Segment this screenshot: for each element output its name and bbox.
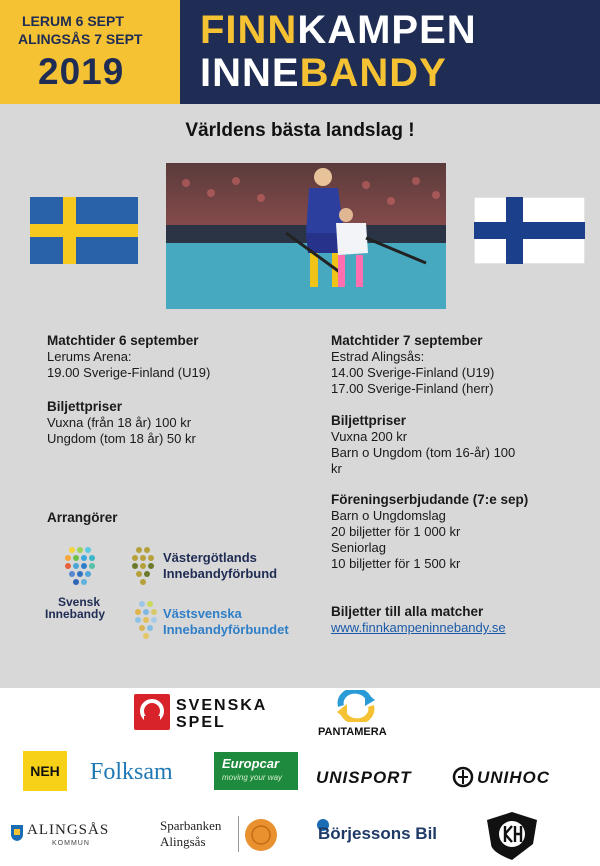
svenska-spel-line1: SVENSKA [176, 697, 268, 714]
borjessons-logo: Börjessons Bil [318, 824, 438, 843]
sweden-flag-icon [30, 197, 138, 264]
unisport-logo: UNISPORT [316, 768, 412, 787]
title-finn: FINN [200, 8, 298, 52]
europcar-name: Europcar [222, 756, 280, 771]
pantamera-logo-icon [335, 690, 377, 722]
folksam-logo: Folksam [90, 759, 173, 785]
title-kampen: KAMPEN [297, 8, 477, 52]
svenska-spel-logo-icon [134, 694, 170, 730]
day2-match-1: 14.00 Sverige-Finland (U19) [331, 365, 495, 380]
org-vastergotlands-line2: Innebandyförbund [163, 566, 278, 581]
offer-title: Föreningserbjudande (7:e sep) [331, 492, 529, 507]
europcar-logo [214, 752, 298, 790]
prices2-line-2: Barn o Ungdom (tom 16-år) 100 [331, 445, 516, 460]
prices1-line-1: Vuxna (från 18 år) 100 kr [47, 415, 192, 430]
day1-schedule [47, 333, 210, 381]
offer-line-4: 10 biljetter för 1 500 kr [331, 556, 461, 571]
offer-line-1: Barn o Ungdomslag [331, 508, 446, 523]
offer-line-2: 20 biljetter för 1 000 kr [331, 524, 461, 539]
day2-venue: Estrad Alingsås: [331, 349, 425, 364]
neh-logo: NEH [23, 751, 67, 791]
day1-match-1: 19.00 Sverige-Finland (U19) [47, 365, 211, 380]
sparbanken-divider [238, 816, 239, 852]
org-vastsvenska-line1: Västsvenska [163, 606, 242, 621]
title-line-2 [200, 53, 447, 93]
date-alingsas: ALINGSÅS 7 SEPT [18, 31, 143, 47]
unihoc-logo: UNIHOC [477, 768, 551, 787]
sparbanken-logo [160, 818, 221, 850]
prices1-title: Biljettpriser [47, 399, 123, 414]
sparbanken-emblem-icon [244, 818, 278, 852]
vastergotlands-logo-icon [130, 546, 160, 586]
offer-line-3: Seniorlag [331, 540, 386, 555]
org-vastsvenska-line2: Innebandyförbundet [163, 622, 289, 637]
day2-prices [331, 413, 515, 477]
title-line-1 [200, 10, 477, 50]
pantamera-text: PANTAMERA [318, 726, 387, 738]
vastsvenska-logo-icon [133, 600, 161, 640]
organizers-title-block [47, 510, 118, 526]
day1-prices [47, 399, 196, 447]
title-inne: INNE [200, 51, 300, 95]
tickets-link[interactable]: www.finnkampeninnebandy.se [331, 620, 506, 635]
day2-schedule [331, 333, 494, 397]
unihoc-logo-icon [452, 766, 474, 788]
sparbanken-line1: Sparbanken [160, 818, 222, 833]
finland-flag-icon [474, 197, 585, 264]
day2-match-2: 17.00 Sverige-Finland (herr) [331, 381, 494, 396]
headline: Världens bästa landslag ! [185, 120, 415, 141]
prices1-line-2: Ungdom (tom 18 år) 50 kr [47, 431, 196, 446]
sparbanken-line2: Alingsås [160, 834, 206, 849]
day1-venue: Lerums Arena: [47, 349, 132, 364]
svenska-spel-text [176, 697, 267, 731]
title-bandy: BANDY [299, 51, 447, 95]
europcar-tagline: moving your way [222, 773, 283, 782]
match-photo [166, 163, 446, 309]
tickets-title: Biljetter till alla matcher [331, 604, 484, 619]
prices2-line-3: kr [331, 461, 342, 476]
event-year: 2019 [38, 51, 125, 92]
org-svensk-innebandy-line2b: Innebandy [45, 607, 106, 621]
svensk-innebandy-logo-icon [62, 546, 96, 590]
prices2-line-1: Vuxna 200 kr [331, 429, 408, 444]
kh-club-crest-icon [483, 810, 541, 860]
organizers-title: Arrangörer [47, 510, 118, 525]
org-svensk-innebandy-line1: Svensk [58, 595, 101, 609]
tickets-info [331, 604, 506, 636]
prices2-title: Biljettpriser [331, 413, 407, 428]
day2-title: Matchtider 7 september [331, 333, 483, 348]
date-lerum: LERUM 6 SEPT [22, 13, 124, 29]
day1-title: Matchtider 6 september [47, 333, 199, 348]
alingsas-kommun-sub: KOMMUN [52, 840, 90, 847]
alingsas-kommun-logo: ALINGSÅS [27, 822, 110, 838]
svenska-spel-line2: SPEL [176, 714, 226, 731]
org-vastergotlands-line1: Västergötlands [163, 550, 257, 565]
club-offer [331, 492, 528, 572]
alingsas-crest-icon [10, 824, 24, 842]
